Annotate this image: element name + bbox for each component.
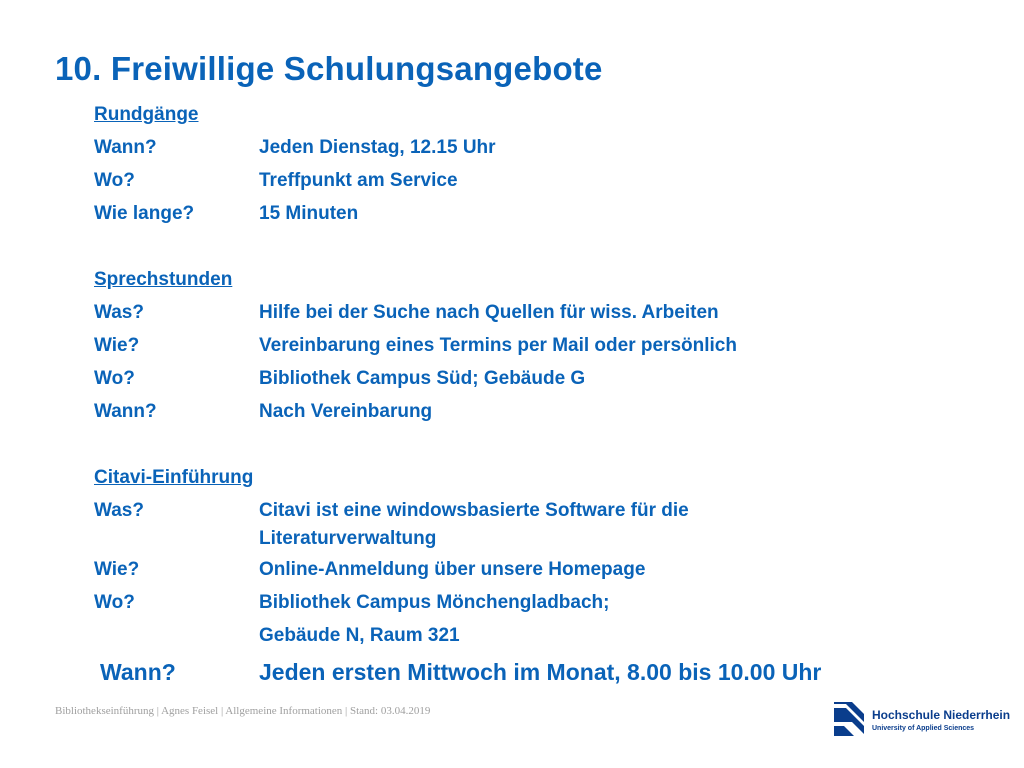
row-value-line: Literaturverwaltung: [259, 528, 437, 549]
row-value: Jeden ersten Mittwoch im Monat, 8.00 bis 10.00 Uhr: [259, 659, 822, 685]
info-row: [94, 164, 974, 197]
row-value: Treffpunkt am Service: [259, 170, 458, 191]
row-key: Wie?: [94, 335, 140, 356]
footer-text: Bibliothekseinführung | Agnes Feisel | Allgemeine Informationen | Stand: 03.04.2019: [55, 705, 431, 717]
row-value: Gebäude N, Raum 321: [259, 625, 460, 646]
row-key: Wie?: [94, 559, 140, 580]
row-key: Wie lange?: [94, 203, 195, 224]
page-title: 10. Freiwillige Schulungsangebote: [55, 50, 603, 87]
spacer: [94, 230, 974, 263]
hochschule-niederrhein-logo-icon: [832, 698, 866, 738]
logo-name: Hochschule Niederrhein: [872, 708, 1011, 722]
info-row-highlight: [100, 654, 974, 690]
row-key: Wann?: [94, 401, 157, 422]
row-key: Wo?: [94, 368, 135, 389]
info-row: [94, 197, 974, 230]
info-row: [94, 395, 974, 428]
row-value: Jeden Dienstag, 12.15 Uhr: [259, 137, 496, 158]
row-value: Bibliothek Campus Süd; Gebäude G: [259, 368, 586, 389]
info-row: [94, 362, 974, 395]
row-value-line: Citavi ist eine windowsbasierte Software für die: [259, 500, 689, 521]
row-value: Online-Anmeldung über unsere Homepage: [259, 559, 646, 580]
university-logo: [832, 698, 1011, 746]
section-heading-rundgaenge: Rundgänge: [94, 104, 199, 125]
info-row: [94, 586, 974, 619]
info-row: [94, 131, 974, 164]
row-key: Was?: [94, 302, 144, 323]
section-heading-citavi: Citavi-Einführung: [94, 467, 254, 488]
info-row: [94, 329, 974, 362]
row-value: Vereinbarung eines Termins per Mail oder persönlich: [259, 335, 737, 356]
row-value: Bibliothek Campus Mönchengladbach;: [259, 592, 610, 613]
row-key-empty: [94, 619, 259, 652]
logo-subtitle: University of Applied Sciences: [872, 725, 975, 732]
row-value: [259, 494, 689, 553]
row-key: Wo?: [94, 592, 135, 613]
row-value: 15 Minuten: [259, 203, 359, 224]
spacer: [94, 428, 974, 461]
info-row: [94, 619, 974, 652]
row-key: Was?: [94, 500, 144, 521]
info-row: [94, 553, 974, 586]
info-row: [94, 494, 974, 553]
row-key: Wann?: [100, 659, 176, 685]
row-value: Hilfe bei der Suche nach Quellen für wiss. Arbeiten: [259, 302, 719, 323]
section-heading-sprechstunden: Sprechstunden: [94, 269, 233, 290]
row-key: Wo?: [94, 170, 135, 191]
row-key: Wann?: [94, 137, 157, 158]
info-row: [94, 296, 974, 329]
main-content: [94, 98, 974, 690]
row-value: Nach Vereinbarung: [259, 401, 433, 422]
